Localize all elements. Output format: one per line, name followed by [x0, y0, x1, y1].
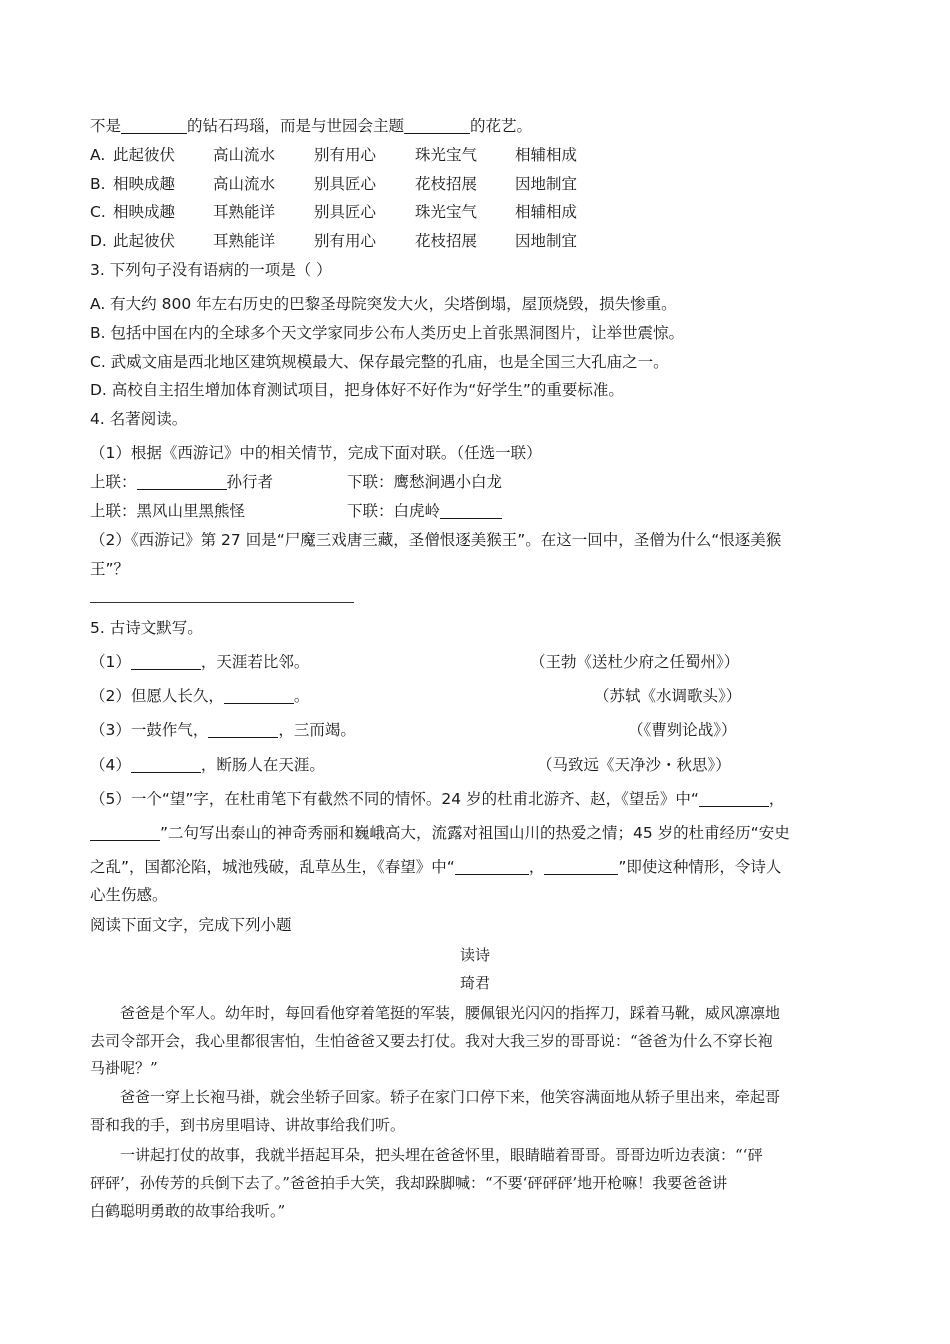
- q5-item-2: [90, 686, 309, 706]
- option-word: 此起彼伏: [113, 146, 176, 164]
- option-word: 相辅相成: [515, 146, 578, 164]
- q3-title: 3. 下列句子没有语病的一项是（ ）: [90, 261, 332, 279]
- option-label: C.: [90, 203, 106, 221]
- q2-blank-1[interactable]: [121, 119, 187, 134]
- q2-option-a[interactable]: [90, 145, 610, 165]
- option-word: 因地制宜: [515, 175, 578, 193]
- item-prefix: （4）: [90, 756, 131, 774]
- passage-p3-line3: 白鹤聪明勇敢的故事给我听。”: [90, 1202, 286, 1220]
- option-word: 此起彼伏: [113, 232, 176, 250]
- passage-title: 读诗: [459, 946, 490, 964]
- q4-part2-line2: 王”？: [90, 560, 130, 578]
- option-label: A.: [90, 146, 106, 164]
- option-label: B.: [90, 175, 106, 193]
- q4-part2-line1: （2）《西游记》第 27 回是“尸魔三戏唐三藏，圣僧恨逐美猴王”。在这一回中，圣僧为什么“恨逐美猴: [90, 531, 782, 549]
- item-text: （2）但愿人长久，: [90, 687, 224, 705]
- q4-answer-line[interactable]: [90, 602, 354, 603]
- passage-p1-line3: 马褂呢？”: [90, 1059, 158, 1077]
- q3-option-d[interactable]: D. 高校自主招生增加体育测试项目，把身体好不好作为“好学生”的重要标准。: [90, 381, 624, 399]
- q5-item-4-source: （马致远《天净沙・秋思》）: [537, 756, 731, 774]
- item-text: ，: [528, 858, 545, 876]
- q5-blank-7[interactable]: [455, 860, 529, 875]
- option-label: D.: [90, 232, 107, 250]
- q5-blank-1[interactable]: [131, 655, 201, 670]
- item-text: （3）一鼓作气，: [90, 721, 209, 739]
- item-text: ，三而竭。: [278, 721, 356, 739]
- q5-blank-4[interactable]: [131, 758, 201, 773]
- item-text: ，天涯若比邻。: [200, 653, 310, 671]
- q2-stem: [90, 116, 532, 136]
- option-word: 耳熟能详: [213, 203, 276, 221]
- item-prefix: （1）: [90, 653, 131, 671]
- q2-option-d[interactable]: [90, 231, 610, 251]
- q3-option-c[interactable]: C. 武威文庙是西北地区建筑规模最大、保存最完整的孔庙，也是全国三大孔庙之一。: [90, 353, 669, 371]
- option-word: 相映成趣: [113, 203, 176, 221]
- q5-blank-5[interactable]: [699, 792, 769, 807]
- couplet-lower-text: 下联：白虎岭: [347, 502, 441, 520]
- passage-p3-line2: 砰砰’，孙传芳的兵倒下去了。”爸爸拍手大笑，我却跺脚喊：“不要‘砰砰砰’地开枪嘛！我要爸爸讲: [90, 1174, 728, 1192]
- q4-couplet-2-lower: [347, 501, 502, 521]
- q5-blank-3[interactable]: [208, 723, 278, 738]
- q4-title: 4. 名著阅读。: [90, 410, 188, 428]
- passage-author: 琦君: [459, 974, 490, 992]
- option-word: 相辅相成: [515, 203, 578, 221]
- option-word: 珠光宝气: [415, 146, 478, 164]
- passage-p1-line1: 爸爸是个军人。幼年时，每回看他穿着笔挺的军装，腰佩银光闪闪的指挥刀，踩着马靴，威风凛凛地: [120, 1004, 781, 1022]
- passage-p1-line2: 去司令部开会，我心里都很害怕，生怕爸爸又要去打仗。我对大我三岁的哥哥说：“爸爸为什么不穿长袍: [90, 1032, 773, 1050]
- passage-p2-line2: 哥和我的手，到书房里唱诗、讲故事给我们听。: [90, 1116, 406, 1134]
- q2-stem-part-c: 的花艺。: [470, 117, 533, 135]
- reading-intro: 阅读下面文字，完成下列小题: [90, 916, 292, 934]
- q2-stem-part-b: 的钻石玛瑙，而是与世园会主题: [187, 117, 405, 135]
- q5-item-5-line2: [90, 823, 790, 843]
- couplet-upper-text: 孙行者: [226, 473, 274, 491]
- q5-item-5-line1: [90, 789, 784, 809]
- passage-p2-line1: 爸爸一穿上长袍马褂，就会坐轿子回家。轿子在家门口停下来，他笑容满面地从轿子里出来，牵起哥: [120, 1088, 781, 1106]
- q5-item-4: [90, 755, 325, 775]
- option-word: 别有用心: [314, 146, 377, 164]
- q5-blank-8[interactable]: [544, 860, 618, 875]
- item-text: ”二句写出泰山的神奇秀丽和巍峨高大，流露对祖国山川的热爱之情；45 岁的杜甫经历“安史: [160, 824, 790, 842]
- couplet-blank-1[interactable]: [137, 475, 227, 490]
- q5-item-3: [90, 720, 356, 740]
- option-word: 耳熟能详: [213, 232, 276, 250]
- option-word: 花枝招展: [415, 175, 478, 193]
- item-text: 之乱”，国都沦陷，城池残破，乱草丛生，《春望》中“: [90, 858, 455, 876]
- q3-option-a[interactable]: A. 有大约 800 年左右历史的巴黎圣母院突发大火，尖塔倒塌，屋顶烧毁，损失惨重。: [90, 295, 677, 313]
- option-word: 珠光宝气: [415, 203, 478, 221]
- item-text: （5）一个“望”字，在杜甫笔下有截然不同的情怀。24 岁的杜甫北游齐、赵，《望岳》中“: [90, 790, 699, 808]
- option-word: 高山流水: [213, 146, 276, 164]
- option-word: 因地制宜: [515, 232, 578, 250]
- q5-item-1-source: （王勃《送杜少府之任蜀州》）: [530, 653, 740, 671]
- q2-blank-2[interactable]: [404, 119, 470, 134]
- option-word: 高山流水: [213, 175, 276, 193]
- q4-part1: （1）根据《西游记》中的相关情节，完成下面对联。（任选一联）: [90, 444, 542, 462]
- q5-blank-2[interactable]: [224, 689, 294, 704]
- option-word: 相映成趣: [113, 175, 176, 193]
- q5-item-1: [90, 652, 309, 672]
- q4-couplet-1-upper: [90, 472, 273, 492]
- option-word: 别有用心: [314, 232, 377, 250]
- option-word: 花枝招展: [415, 232, 478, 250]
- item-text: ，: [768, 790, 785, 808]
- couplet-blank-2[interactable]: [440, 504, 502, 519]
- q5-blank-6[interactable]: [90, 826, 160, 841]
- q5-title: 5. 古诗文默写。: [90, 619, 203, 637]
- q2-option-b[interactable]: [90, 174, 610, 194]
- item-text: ”即使这种情形，令诗人: [618, 858, 782, 876]
- q5-item-2-source: （苏轼《水调歌头》）: [594, 687, 742, 705]
- q2-stem-part-a: 不是: [90, 117, 122, 135]
- option-word: 别具匠心: [314, 175, 377, 193]
- q5-item-5-line3: [90, 857, 781, 877]
- q5-item-5-line4: 心生伤感。: [90, 886, 168, 904]
- q3-option-b[interactable]: B. 包括中国在内的全球多个天文学家同步公布人类历史上首张黑洞图片，让举世震惊。: [90, 324, 684, 342]
- passage-p3-line1: 一讲起打仗的故事，我就半捂起耳朵，把头埋在爸爸怀里，眼睛瞄着哥哥。哥哥边听边表演：“‘砰: [120, 1146, 763, 1164]
- option-word: 别具匠心: [314, 203, 377, 221]
- q2-option-c[interactable]: [90, 202, 610, 222]
- item-text: ，断肠人在天涯。: [200, 756, 325, 774]
- q5-item-3-source: （《曹刿论战》）: [628, 721, 737, 739]
- item-text: 。: [293, 687, 310, 705]
- q4-couplet-2-upper: 上联：黑风山里黑熊怪: [90, 502, 246, 520]
- q4-couplet-1-lower: 下联：鹰愁涧遇小白龙: [347, 473, 503, 491]
- couplet-label: 上联：: [90, 473, 137, 491]
